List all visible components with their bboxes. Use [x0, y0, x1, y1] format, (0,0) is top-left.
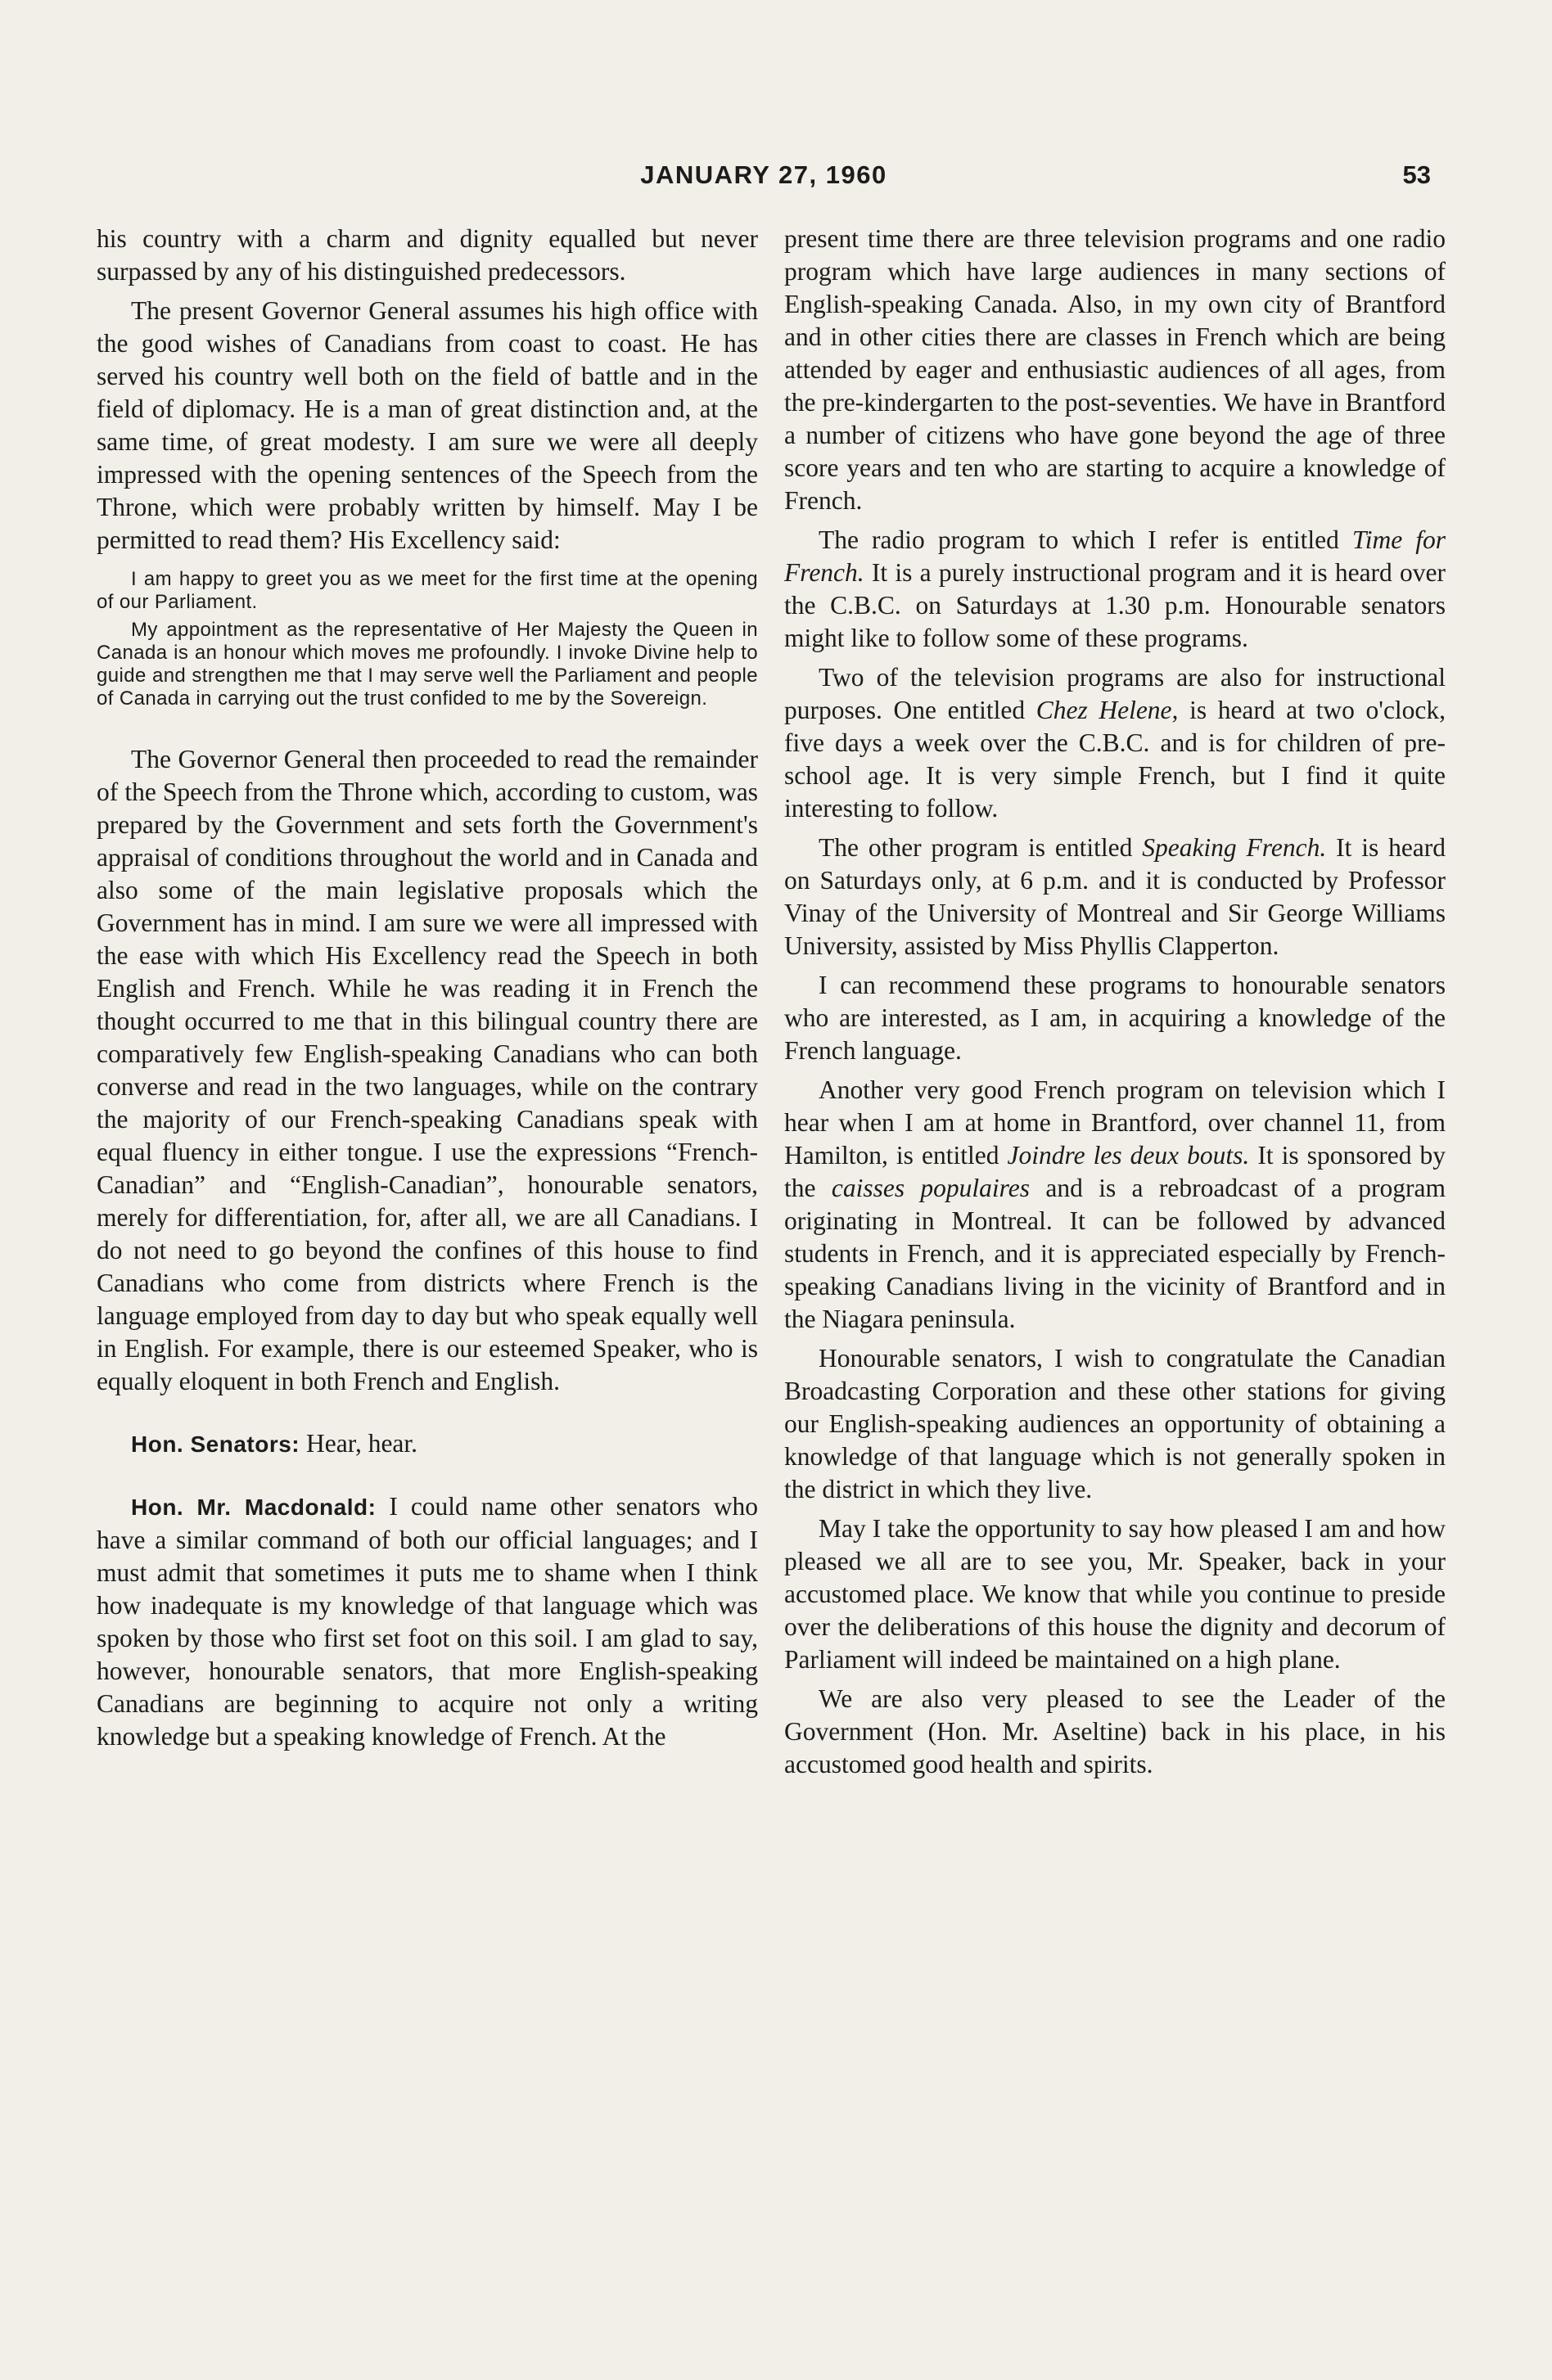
text-run: The radio program to which I refer is entitled: [819, 525, 1339, 554]
speaker-name: Hon. Mr. Macdonald:: [131, 1494, 377, 1520]
paragraph: The present Governor General assumes his high office with the good wishes of Canadians from coast to coast. He has served his country well both on the field of battle and in the field of diplomacy. He is a man of great distinction and, at the same time, of great modesty. I am sure we were all deeply impressed with the opening sentences of the Speech from the Throne, which were probably written by himself. May I be permitted to read them? His Excellency said:: [97, 296, 758, 554]
quote-paragraph: I am happy to greet you as we meet for the first time at the opening of our Parliament.: [97, 568, 758, 613]
speech-entry: [97, 1427, 758, 1461]
quote-paragraph: My appointment as the representative of Her Majesty the Queen in Canada is an honour which moves me profoundly. I invoke Divine help to guide and strengthen me that I may serve well the Parliament and people of Canada in carrying out the trust confided to me by the Sovereign.: [97, 619, 758, 710]
paragraph: [784, 524, 1446, 655]
speaker-name: Hon. Senators:: [131, 1431, 300, 1457]
paragraph: We are also very pleased to see the Leader of the Government (Hon. Mr. Aseltine) back in his place, in his accustomed good health and spirits.: [784, 1684, 1446, 1778]
paragraph: present time there are three television programs and one radio program which have large audiences in many sections of English-speaking Canada. Also, in my own city of Brantford and in other cities there are classes in French which are being attended by eager and enthusiastic audiences of all ages, from the pre-kindergarten to the post-seventies. We have in Brantford a number of citizens who have gone beyond the age of three score years and ten who are starting to acquire a knowledge of French.: [784, 224, 1446, 515]
paragraph: I can recommend these programs to honourable senators who are interested, as I am, in acquiring a knowledge of the French language.: [784, 971, 1446, 1065]
right-column: [784, 223, 1446, 1787]
text-run: Two of the television programs are also for instructional purposes. One entitled: [784, 663, 1446, 724]
block-quote: [97, 568, 758, 710]
text-run: and is a rebroadcast of a program originating in Montreal. It can be followed by advanced students in French, and it is appreciated especially by French-speaking Canadians living in the vicinity of Brantford and in the Niagara peninsula.: [784, 1174, 1446, 1333]
running-header: [97, 160, 1431, 200]
speech-text: Hear, hear.: [306, 1429, 418, 1458]
program-title: Speaking French.: [1142, 833, 1327, 862]
sponsor-name: caisses populaires: [831, 1174, 1031, 1202]
text-run: is heard at two o'clock, five days a week over the C.B.C. and is for children of pre-school age. It is very simple French, but I find it quite interesting to follow.: [784, 696, 1446, 823]
speech-text: I could name other senators who have a similar command of both our official languages; and I must admit that sometimes it puts me to shame when I think how inadequate is my knowledge of that language which was spoken by those who first set foot on this soil. I am glad to say, however, honourable senators, that more English-speaking Canadians are beginning to acquire not only a writing knowledge but a speaking knowledge of French. At the: [97, 1492, 759, 1751]
speech-entry: [97, 1490, 758, 1753]
paragraph: [784, 661, 1446, 825]
paragraph: Honourable senators, I wish to congratulate the Canadian Broadcasting Corporation and these other stations for giving our English-speaking audiences an opportunity of obtaining a knowledge of that language which is not generally spoken in the district in which they live.: [784, 1344, 1446, 1503]
left-column: [97, 223, 758, 1760]
header-date: JANUARY 27, 1960: [640, 160, 887, 189]
page-number: 53: [1402, 160, 1431, 189]
text-run: It is heard on Saturdays only, at 6 p.m. and it is conducted by Professor Vinay of the University of Montreal and Sir George Williams University, assisted by Miss Phyllis Clapperton.: [784, 833, 1446, 960]
paragraph: May I take the opportunity to say how pleased I am and how pleased we all are to see you, Mr. Speaker, back in your accustomed place. We know that while you continue to preside over the deliberations of this house the dignity and decorum of Parliament will indeed be maintained on a high plane.: [784, 1514, 1446, 1674]
program-title: Time for French.: [784, 525, 1446, 587]
text-run: The other program is entitled: [819, 833, 1133, 862]
text-run: It is sponsored by the: [784, 1141, 1446, 1202]
paragraph: his country with a charm and dignity equalled but never surpassed by any of his distinguished predecessors.: [97, 224, 758, 286]
paragraph: The Governor General then proceeded to read the remainder of the Speech from the Throne which, according to custom, was prepared by the Government and sets forth the Government's appraisal of conditions throughout the world and in Canada and also some of the main legislative proposals which the Government has in mind. I am sure we were all impressed with the ease with which His Excellency read the Speech in both English and French. While he was reading it in French the thought occurred to me that in this bilingual country there are comparatively few English-speaking Canadians who can both converse and read in the two languages, while on the contrary the majority of our French-speaking Canadians speak with equal fluency in either tongue. I use the expressions “French-Canadian” and “English-Canadian”, honourable senators, merely for differentiation, for, after all, we are all Canadians. I do not need to go beyond the confines of this house to find Canadians who come from districts where French is the language employed from day to day but who speak equally well in English. For example, there is our esteemed Speaker, who is equally eloquent in both French and English.: [97, 745, 758, 1395]
program-title: Chez Helene,: [1035, 696, 1179, 724]
text-run: It is a purely instructional program and it is heard over the C.B.C. on Saturdays at 1.30 p.m. Honourable senators might like to follow some of these programs.: [784, 558, 1446, 652]
text-run: Another very good French program on television which I hear when I am at home in Brantford, over channel 11, from Hamilton, is entitled: [784, 1075, 1446, 1170]
program-title: Joindre les deux bouts.: [1007, 1141, 1250, 1170]
paragraph: [784, 1074, 1446, 1336]
paragraph: [784, 832, 1446, 962]
